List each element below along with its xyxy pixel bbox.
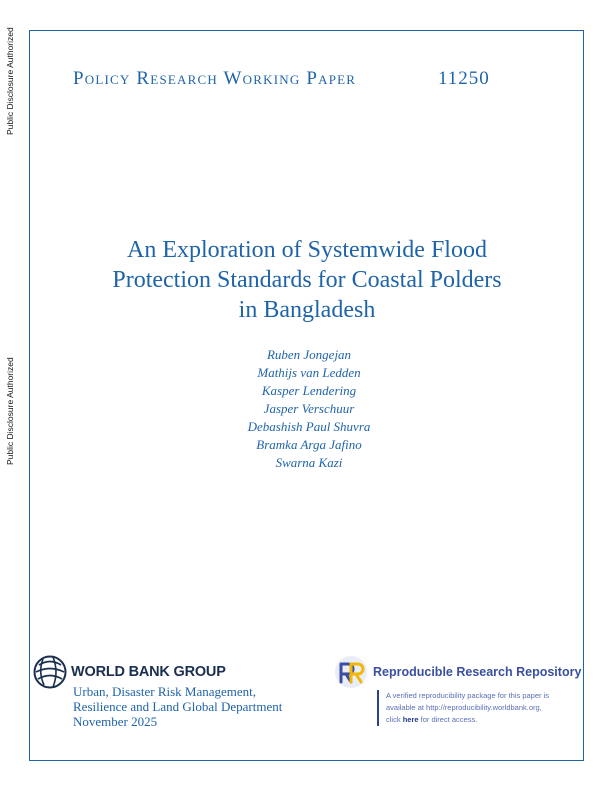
note-line bbox=[386, 714, 591, 726]
note-line: A verified reproducibility package for this paper is bbox=[386, 691, 550, 700]
author-name: Debashish Paul Shuvra bbox=[247, 419, 371, 434]
title-line: Protection Standards for Coastal Polders bbox=[112, 267, 502, 293]
here-link[interactable]: here bbox=[402, 715, 419, 724]
series-name: Policy Research Working Paper bbox=[73, 68, 357, 89]
note-end-text: for direct access. bbox=[420, 715, 478, 724]
author-name: Mathijs van Ledden bbox=[257, 365, 361, 380]
note-click-text: click bbox=[386, 715, 401, 724]
author-name: Jasper Verschuur bbox=[263, 401, 355, 416]
title-line: An Exploration of Systemwide Flood bbox=[127, 237, 487, 263]
reproducibility-icon bbox=[334, 655, 368, 689]
author-list bbox=[160, 346, 458, 472]
repository-name: Reproducible Research Repository bbox=[373, 665, 582, 679]
disclosure-label-middle: Public Disclosure Authorized bbox=[5, 357, 15, 465]
disclosure-label-top: Public Disclosure Authorized bbox=[5, 27, 15, 135]
department-block bbox=[73, 684, 282, 729]
author-name: Bramka Arga Jafino bbox=[256, 437, 362, 452]
reproducibility-note bbox=[377, 690, 591, 726]
paper-title bbox=[60, 235, 554, 325]
department-line: Urban, Disaster Risk Management, bbox=[73, 684, 257, 699]
note-line: available at http://reproducibility.worldbank.org, bbox=[386, 703, 542, 712]
repository-logo bbox=[334, 655, 581, 689]
paper-number: 11250 bbox=[438, 68, 490, 89]
department-line: Resilience and Land Global Department bbox=[73, 699, 283, 714]
title-line: in Bangladesh bbox=[238, 297, 376, 323]
author-name: Swarna Kazi bbox=[275, 455, 343, 470]
publication-date: November 2025 bbox=[73, 714, 158, 729]
author-name: Kasper Lendering bbox=[261, 383, 357, 398]
globe-icon bbox=[33, 655, 67, 689]
author-name: Ruben Jongejan bbox=[266, 347, 352, 362]
world-bank-logo-text: WORLD BANK GROUP bbox=[71, 664, 226, 680]
